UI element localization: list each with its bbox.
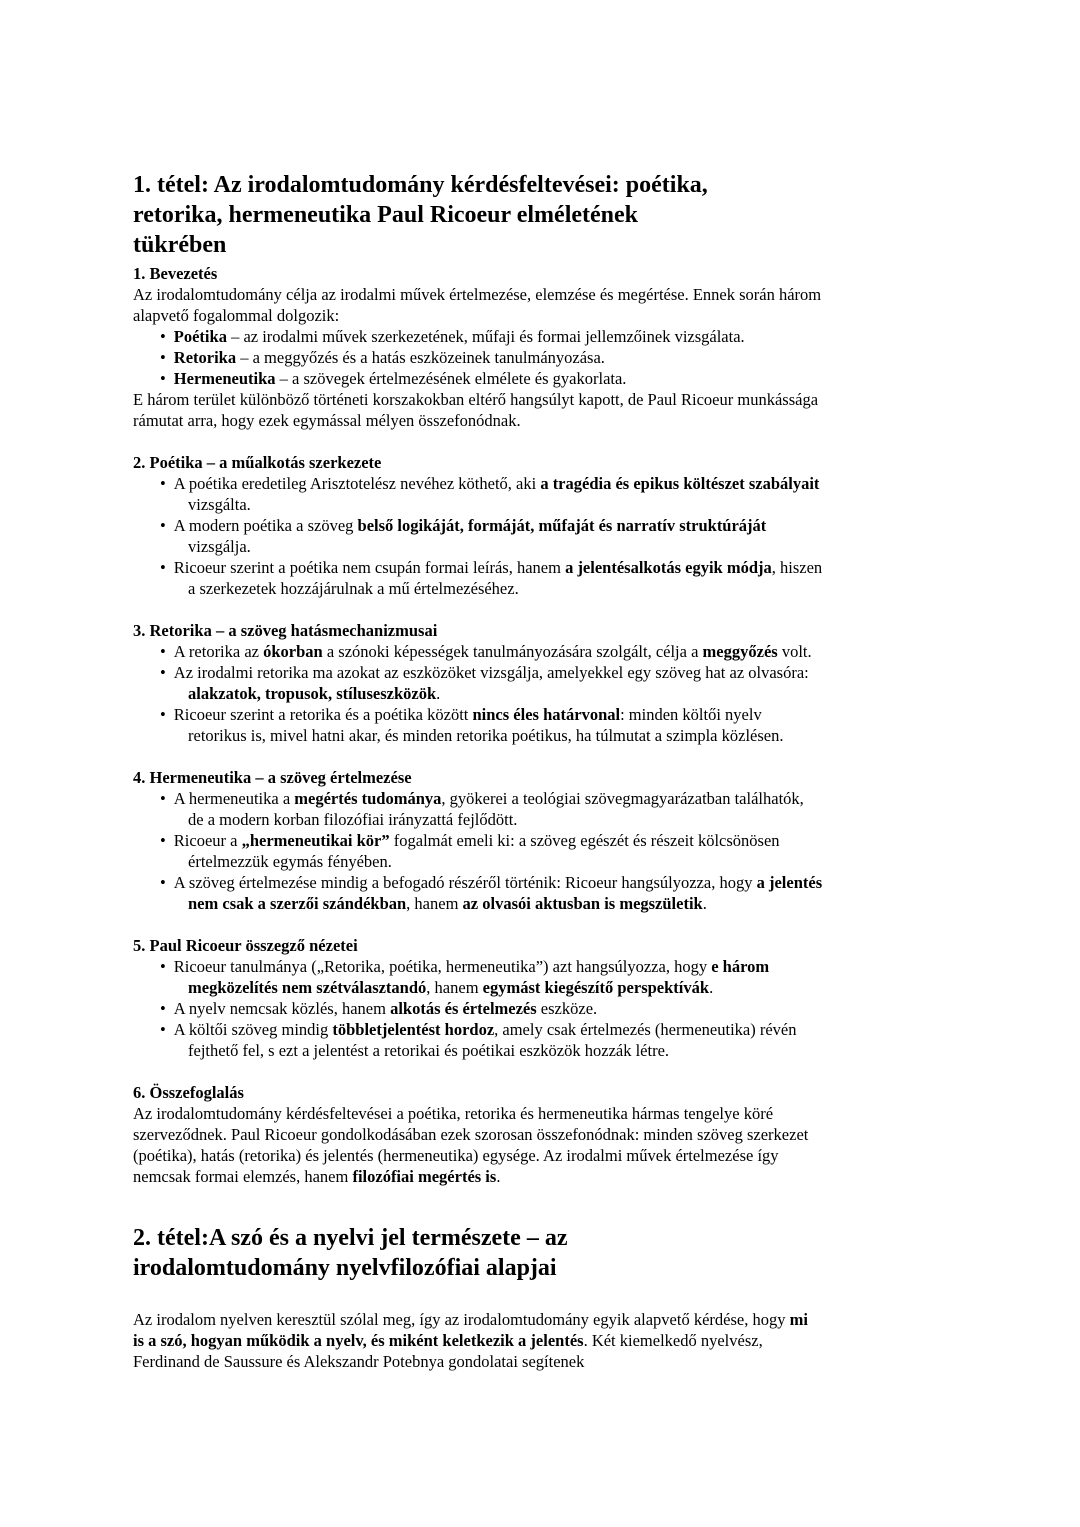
section-heading (133, 767, 823, 788)
bullet-marker-icon: • (160, 558, 166, 577)
text-run: fogalmát emeli ki: a szöveg egészét és részeit kölcsönösen értelmezzük egymás fényében. (188, 831, 780, 871)
bullet-item (133, 872, 823, 914)
title-line: irodalomtudomány nyelvfilozófiai alapjai (133, 1255, 557, 1281)
bold-text-run: ókorban (263, 642, 323, 661)
bold-text-run: „hermeneutikai kör” (241, 831, 390, 850)
text-run: , hanem (406, 894, 463, 913)
bold-text-run: 3. Retorika – a szöveg hatásmechanizmusai (133, 621, 438, 640)
bullet-marker-icon: • (160, 348, 166, 367)
paragraph (133, 1309, 823, 1372)
bullet-item (133, 515, 823, 557)
bold-text-run: egymást kiegészítő perspektívák (482, 978, 710, 997)
text-run: , gyökerei a teológiai szövegmagyarázatban találhatók, de a modern korban filozófiai irányzattá fejlődött. (188, 789, 804, 829)
bullet-marker-icon: • (160, 663, 166, 682)
section-heading (133, 620, 823, 641)
text-run: Ricoeur szerint a retorika és a poétika között (173, 705, 473, 724)
bold-text-run: Poétika (173, 327, 227, 346)
text-run: A modern poétika a szöveg (173, 516, 358, 535)
bold-text-run: meggyőzés (702, 642, 778, 661)
bullet-marker-icon: • (160, 873, 166, 892)
text-run: . (709, 978, 714, 997)
bullet-item (133, 998, 823, 1019)
bold-text-run: nincs éles határvonal (472, 705, 621, 724)
bold-text-run: mi is a szó, hogyan működik a nyelv, és miként keletkezik a jelentés (133, 1310, 808, 1350)
bullet-item (133, 557, 823, 599)
bullet-marker-icon: • (160, 999, 166, 1018)
text-run: Ricoeur a (173, 831, 242, 850)
bold-text-run: belső logikáját, formáját, műfaját és narratív struktúráját (357, 516, 767, 535)
bullet-marker-icon: • (160, 327, 166, 346)
bold-text-run: Retorika (173, 348, 237, 367)
bullet-item (133, 368, 823, 389)
text-run: E három terület különböző történeti korszakokban eltérő hangsúlyt kapott, de Paul Ricoeur munkássága rámutat arra, hogy ezek egymással mélyen összefonódnak. (133, 390, 819, 430)
section-heading (133, 935, 823, 956)
text-run: : minden költői nyelv retorikus is, mivel hatni akar, és minden retorika poétikus, ha túlmutat a szimpla közlésen. (188, 705, 784, 745)
bullet-marker-icon: • (160, 1020, 166, 1039)
text-run: vizsgálja. (188, 537, 251, 556)
bullet-item (133, 1019, 823, 1061)
bold-text-run: az olvasói aktusban is megszületik (462, 894, 703, 913)
bullet-item (133, 830, 823, 872)
bullet-marker-icon: • (160, 957, 166, 976)
section-title (133, 1223, 823, 1283)
text-run: – a meggyőzés és a hatás eszközeinek tanulmányozása. (236, 348, 605, 367)
bullet-item (133, 956, 823, 998)
text-run: Az irodalmi retorika ma azokat az eszközöket vizsgálja, amelyekkel egy szöveg hat az olvasóra: (173, 663, 809, 682)
bold-text-run: a jelentés nem csak a szerzői szándékban (188, 873, 823, 913)
bold-text-run: megértés tudománya (294, 789, 442, 808)
text-run: , hanem (426, 978, 483, 997)
bullet-marker-icon: • (160, 789, 166, 808)
text-run: volt. (777, 642, 812, 661)
text-run: a szónoki képességek tanulmányozására szolgált, célja a (322, 642, 703, 661)
bullet-marker-icon: • (160, 369, 166, 388)
bullet-item (133, 788, 823, 830)
bullet-marker-icon: • (160, 474, 166, 493)
title-line: tükrében (133, 232, 227, 258)
text-run: A hermeneutika a (173, 789, 295, 808)
text-run: A szöveg értelmezése mindig a befogadó részéről történik: Ricoeur hangsúlyozza, hogy (173, 873, 757, 892)
text-run: . Két kiemelkedő nyelvész, Ferdinand de Saussure és Alekszandr Potebnya gondolatai segítenek (133, 1331, 763, 1371)
text-run: , amely csak értelmezés (hermeneutika) révén fejthető fel, s ezt a jelentést a retorikai és poétikai eszközök hozzák létre. (188, 1020, 797, 1060)
text-run: Ricoeur tanulmánya („Retorika, poétika, hermeneutika”) azt hangsúlyozza, hogy (173, 957, 712, 976)
text-run: Az irodalomtudomány kérdésfeltevései a poétika, retorika és hermeneutika hármas tengelye köré szerveződnek. Paul Ricoeur gondolkodásában ezek szorosan összefonódnak: minden szöveg szerkezet (poétika), hatás (retorika) és jelentés (hermeneutika) egysége. Az irodalmi művek értelmezése így nemcsak formai elemzés, hanem (133, 1104, 809, 1186)
text-run: – a szövegek értelmezésének elmélete és gyakorlata. (275, 369, 627, 388)
paragraph (133, 389, 823, 431)
bullet-item (133, 347, 823, 368)
bold-text-run: e három megközelítés nem szétválasztandó (188, 957, 770, 997)
bullet-marker-icon: • (160, 516, 166, 535)
bold-text-run: alkotás és értelmezés (390, 999, 537, 1018)
paragraph (133, 1103, 823, 1187)
bold-text-run: alakzatok, tropusok, stíluseszközök (188, 684, 437, 703)
text-run: A költői szöveg mindig (173, 1020, 333, 1039)
text-run: Az irodalom nyelven keresztül szólal meg, így az irodalomtudomány egyik alapvető kérdése, hogy (133, 1310, 790, 1329)
bold-text-run: Hermeneutika (173, 369, 276, 388)
bullet-item (133, 704, 823, 746)
bold-text-run: filozófiai megértés is (352, 1167, 497, 1186)
paragraph (133, 284, 823, 326)
bold-text-run: 4. Hermeneutika – a szöveg értelmezése (133, 768, 412, 787)
bold-text-run: 5. Paul Ricoeur összegző nézetei (133, 936, 358, 955)
text-run: A retorika az (173, 642, 264, 661)
bullet-item (133, 641, 823, 662)
title-line: 1. tétel: Az irodalomtudomány kérdésfeltevései: poétika, (133, 172, 708, 198)
text-run: , hiszen a szerkezetek hozzájárulnak a mű értelmezéséhez. (188, 558, 823, 598)
text-run: . (496, 1167, 501, 1186)
text-run: – az irodalmi művek szerkezetének, műfaji és formai jellemzőinek vizsgálata. (226, 327, 745, 346)
text-run: . (436, 684, 441, 703)
bullet-marker-icon: • (160, 642, 166, 661)
section-heading (133, 263, 823, 284)
text-run: Ricoeur szerint a poétika nem csupán formai leírás, hanem (173, 558, 566, 577)
title-line: 2. tétel:A szó és a nyelvi jel természete – az (133, 1225, 568, 1251)
bullet-marker-icon: • (160, 831, 166, 850)
bold-text-run: a tragédia és epikus költészet szabályait (540, 474, 820, 493)
bold-text-run: többletjelentést hordoz (332, 1020, 495, 1039)
bullet-item (133, 326, 823, 347)
bold-text-run: a jelentésalkotás egyik módja (565, 558, 772, 577)
section-heading (133, 1082, 823, 1103)
text-run: eszköze. (536, 999, 598, 1018)
bullet-item (133, 473, 823, 515)
document-content (133, 170, 823, 1372)
bold-text-run: 2. Poétika – a műalkotás szerkezete (133, 453, 382, 472)
text-run: Az irodalomtudomány célja az irodalmi művek értelmezése, elemzése és megértése. Ennek során három alapvető fogalommal dolgozik: (133, 285, 822, 325)
text-run: vizsgálta. (188, 495, 251, 514)
bullet-item (133, 662, 823, 704)
section-heading (133, 452, 823, 473)
bullet-marker-icon: • (160, 705, 166, 724)
bold-text-run: 1. Bevezetés (133, 264, 218, 283)
bold-text-run: 6. Összefoglalás (133, 1083, 244, 1102)
text-run: . (702, 894, 707, 913)
text-run: A nyelv nemcsak közlés, hanem (173, 999, 391, 1018)
section-title (133, 170, 823, 260)
text-run: A poétika eredetileg Arisztotelész nevéhez köthető, aki (173, 474, 541, 493)
title-line: retorika, hermeneutika Paul Ricoeur elméletének (133, 202, 639, 228)
